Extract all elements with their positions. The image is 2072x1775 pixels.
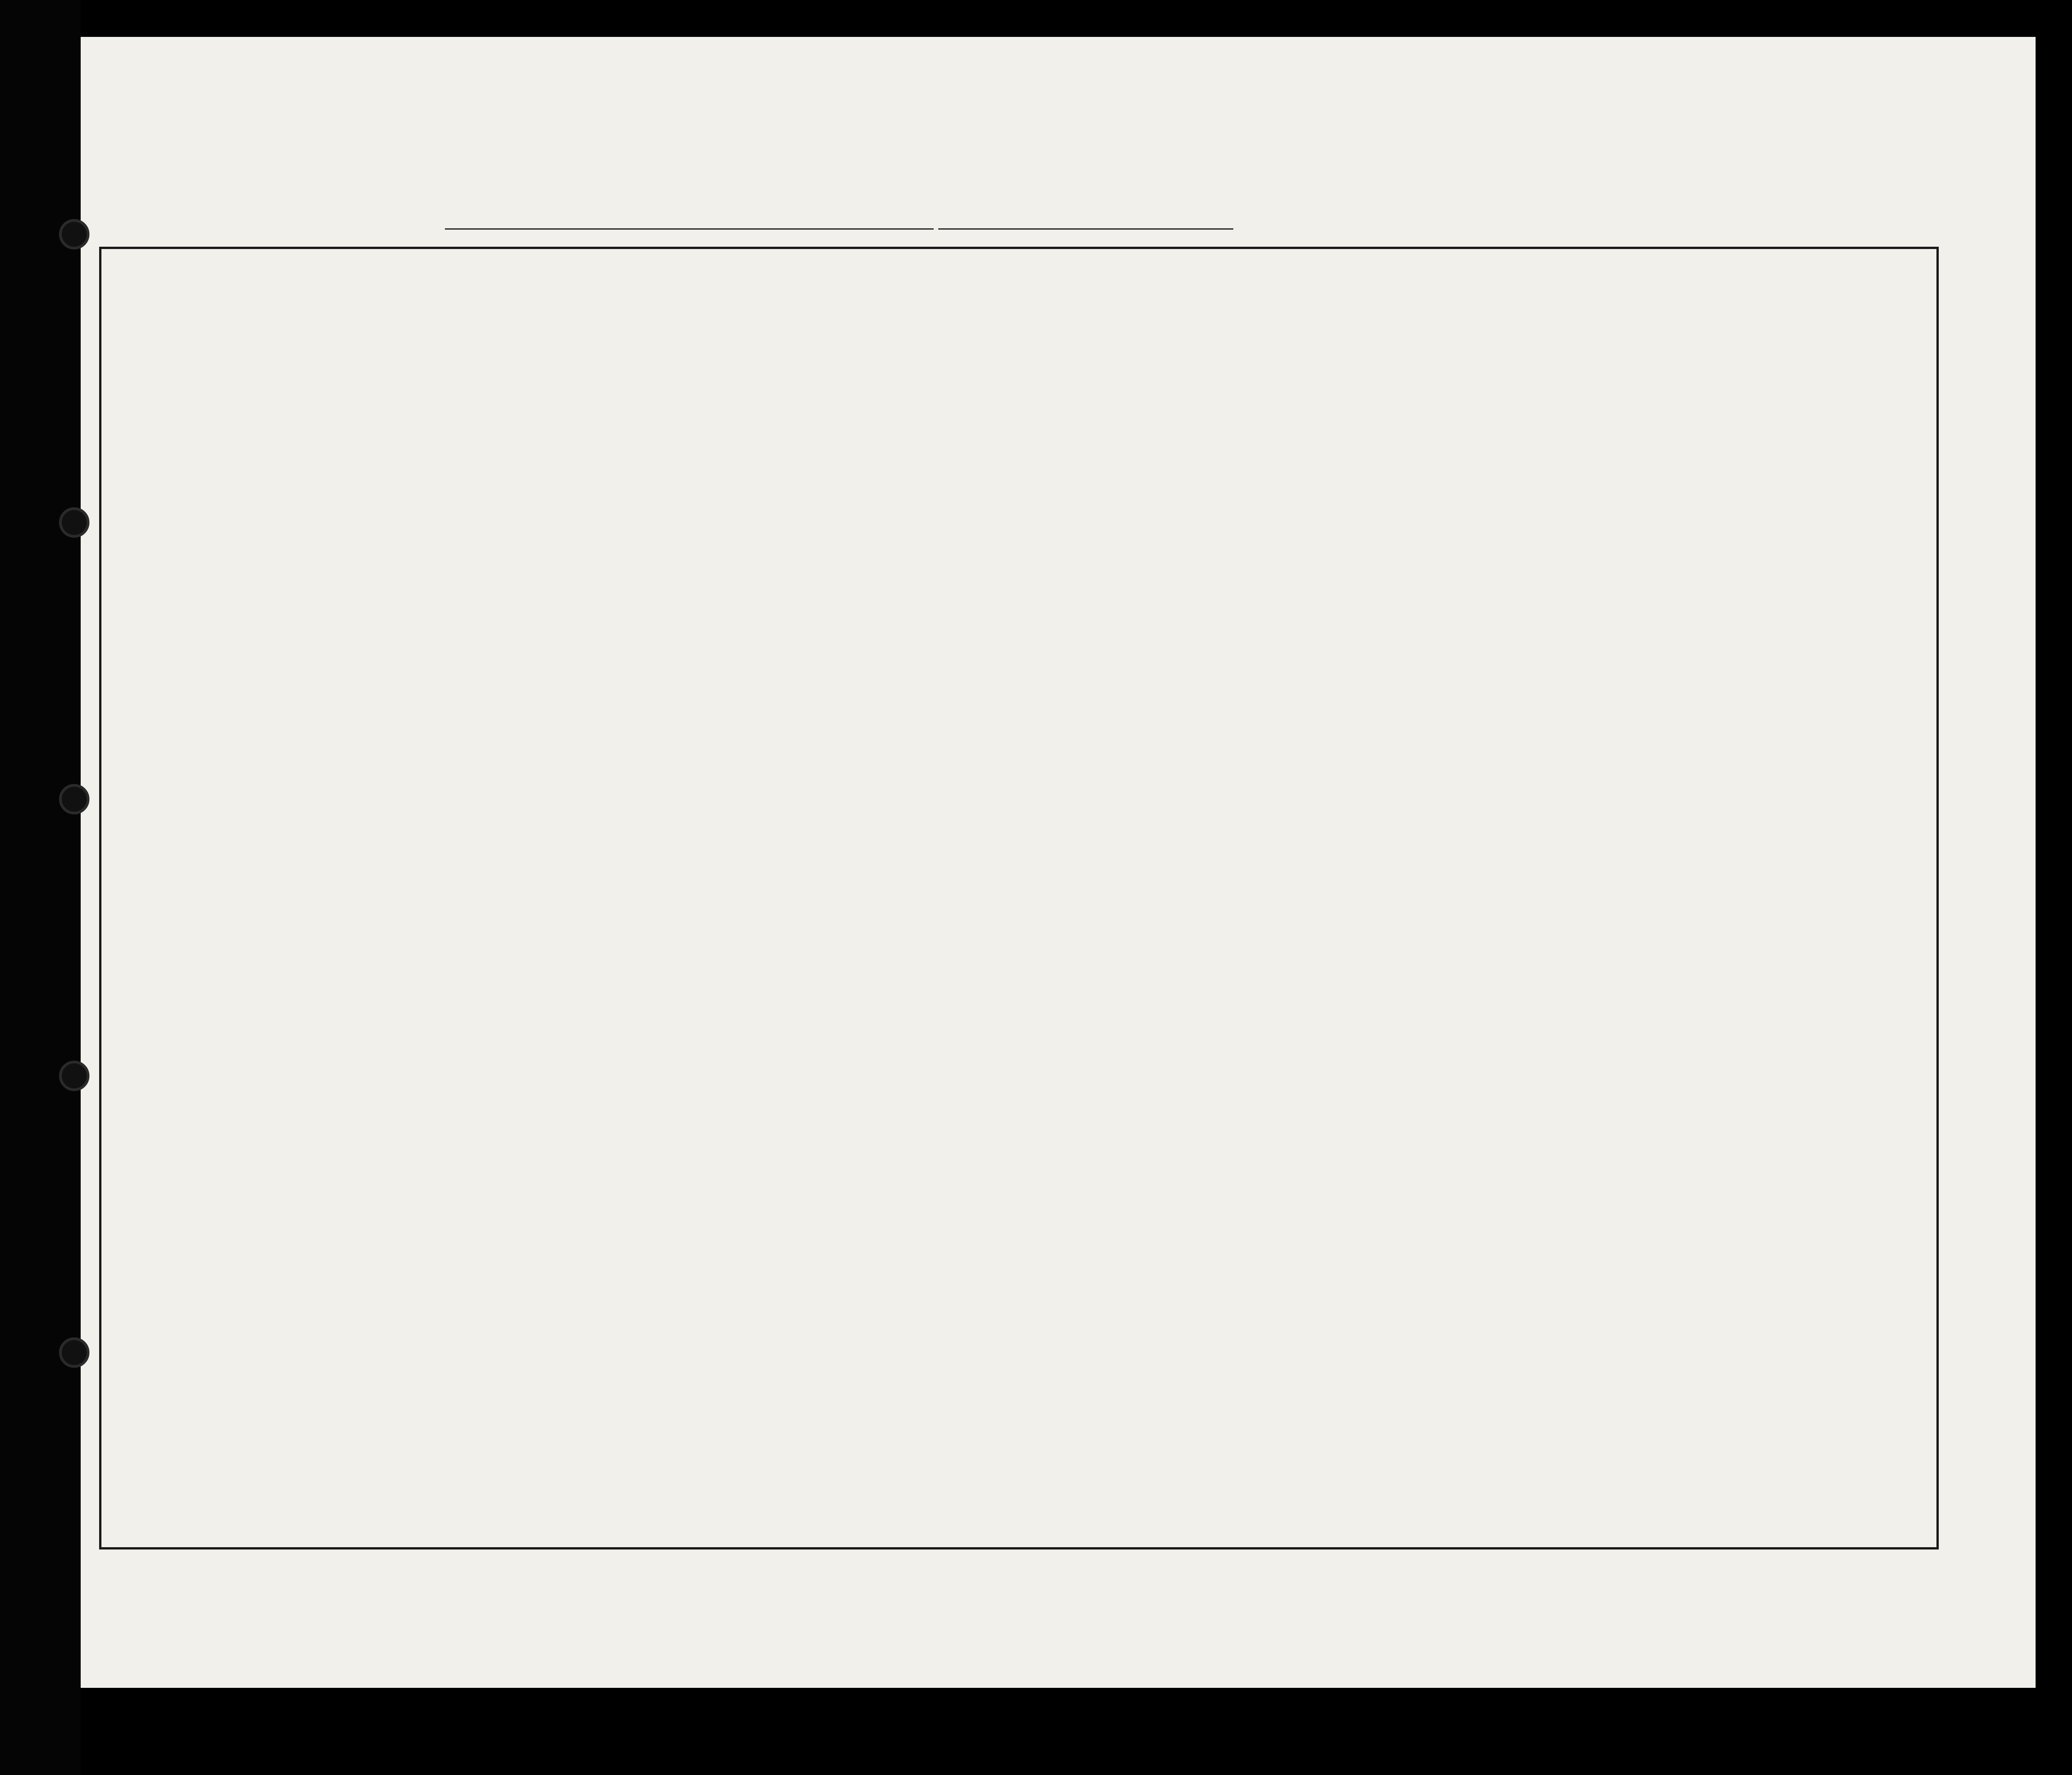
scan-border [0,0,81,1775]
punch-hole [59,219,89,249]
punch-hole [59,1337,89,1368]
table-frame [99,247,1939,1549]
punch-hole [59,507,89,538]
page-subtitle [118,154,1662,172]
punch-hole [59,1061,89,1091]
punch-hole [59,784,89,814]
